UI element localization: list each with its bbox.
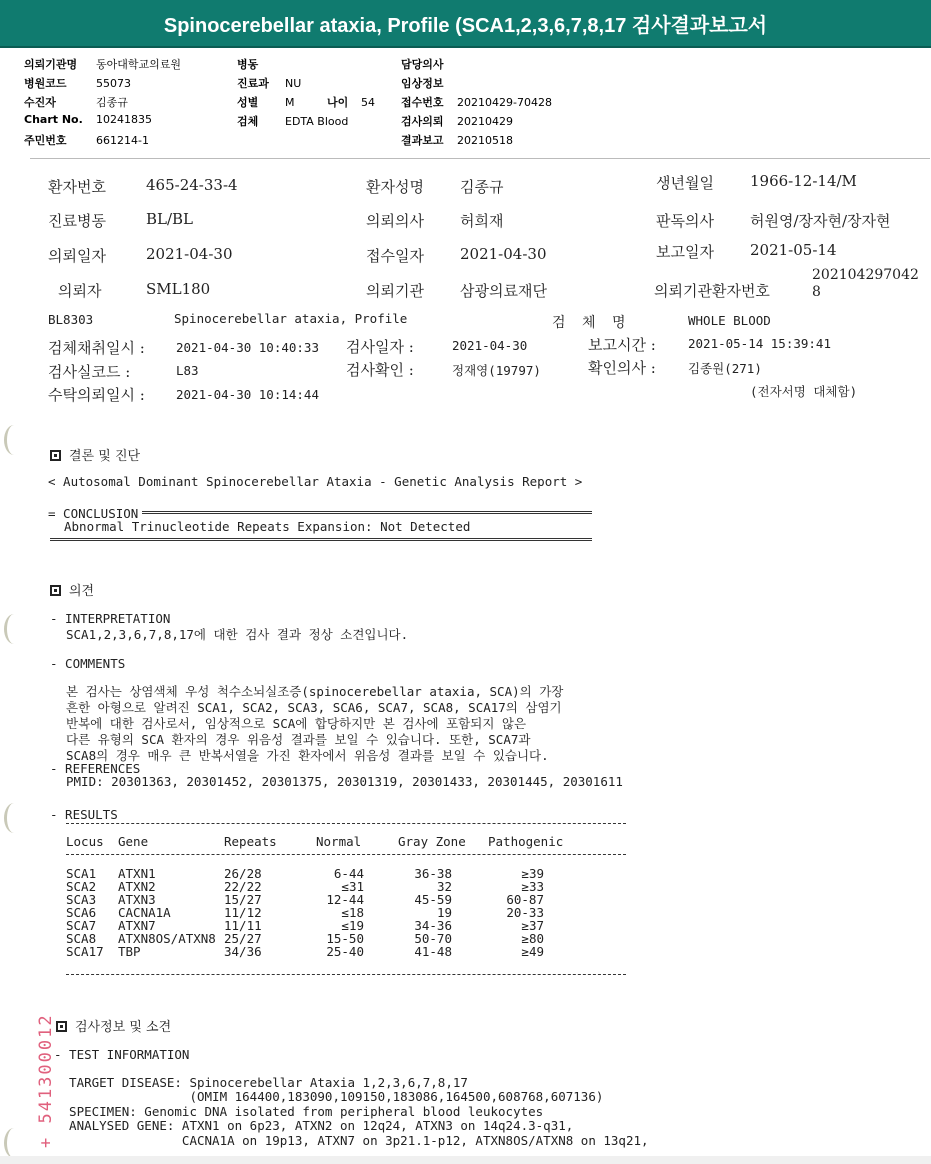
collect-value: 2021-04-30 10:40:33: [176, 340, 319, 355]
test-info-body: [54, 1061, 649, 1148]
cell-pathogenic: ≥33: [521, 879, 544, 894]
results-label: - RESULTS: [50, 807, 118, 822]
electronic-signature: (전자서명 대체함): [750, 384, 858, 399]
cell-gene: TBP: [118, 944, 141, 959]
cell-gray-zone: 50-70: [414, 931, 452, 946]
lab-code-value: L83: [176, 363, 199, 378]
value-reading-doctor: 허원영/장자현/장자현: [750, 212, 891, 230]
cell-repeats: 15/27: [224, 892, 262, 907]
cell-gene: ATXN8OS/ATXN8: [118, 931, 216, 946]
col-pathogenic: Pathogenic: [488, 834, 564, 849]
testdate-value: 2021-04-30: [452, 338, 528, 353]
col-locus: Locus: [66, 834, 104, 849]
cell-gray-zone: 41-48: [414, 944, 452, 959]
label-requesting-institution: 의뢰기관: [366, 282, 424, 300]
punch-hole-mark: [4, 1128, 24, 1158]
label-receipt-date: 접수일자: [366, 247, 424, 265]
results-rule-bottom: [66, 974, 626, 975]
interpretation-text: SCA1,2,3,6,7,8,17에 대한 검사 결과 정상 소견입니다.: [66, 627, 409, 642]
table-row: [66, 918, 626, 931]
value-institution-patient-no-cont: 8: [812, 284, 821, 300]
references-label: - REFERENCES: [50, 761, 141, 776]
value-institution: 동아대학교의료원: [96, 58, 182, 71]
results-table: [66, 834, 626, 852]
cell-pathogenic: ≥37: [521, 918, 544, 933]
cell-normal: 15-50: [326, 931, 364, 946]
barcode-stamp: [36, 1008, 58, 1148]
value-accession-no: 20210429-70428: [457, 96, 552, 109]
cell-pathogenic: ≥80: [521, 931, 544, 946]
test-info-line: CACNA1A on 19p13, ATXN7 on 3p21.1-p12, ATXN8OS/ATXN8 on 13q21,: [54, 1132, 649, 1148]
comments-label: - COMMENTS: [50, 656, 126, 671]
section-opinion-title: 의견: [69, 584, 95, 599]
section-test-info: [56, 1016, 171, 1035]
conclusion-rule-bottom: [50, 538, 592, 541]
cell-locus: SCA1: [66, 866, 97, 881]
section-box-icon: [50, 585, 61, 596]
report-subtitle: < Autosomal Dominant Spinocerebellar Ataxia - Genetic Analysis Report >: [48, 474, 583, 489]
value-patient-name: 김종규: [460, 178, 504, 196]
value-request-date: 2021-04-30: [146, 245, 233, 263]
conclusion-rule-top: [142, 511, 592, 514]
value-birthdate: 1966-12-14/M: [750, 172, 857, 190]
test-info-line: SPECIMEN: Genomic DNA isolated from peripheral blood leukocytes: [54, 1103, 544, 1119]
specimen-value: WHOLE BLOOD: [688, 313, 771, 328]
report-title: Spinocerebellar ataxia, Profile (SCA1,2,3,6,7,8,17 검사결과보고서: [0, 0, 931, 48]
cell-repeats: 11/11: [224, 918, 262, 933]
confirm-doctor-label: 확인의사 :: [588, 359, 656, 377]
cell-repeats: 26/28: [224, 866, 262, 881]
col-repeats: Repeats: [224, 834, 277, 849]
cell-locus: SCA6: [66, 905, 97, 920]
label-birthdate: 생년월일: [656, 174, 714, 192]
value-receipt-date: 2021-04-30: [460, 245, 547, 263]
cell-locus: SCA3: [66, 892, 97, 907]
label-hospital-code: 병원코드: [24, 77, 67, 90]
value-result-report: 20210518: [457, 134, 513, 147]
label-ward-bl: 진료병동: [48, 212, 106, 230]
label-attending: 담당의사: [401, 58, 444, 71]
cell-locus: SCA8: [66, 931, 97, 946]
section-diagnosis: [50, 445, 140, 464]
label-institution-patient-no: 의뢰기관환자번호: [654, 282, 770, 300]
conclusion-text: Abnormal Trinucleotide Repeats Expansion: Not Detected: [64, 519, 471, 534]
punch-hole-mark: [4, 803, 24, 833]
comment-line: 본 검사는 상염색체 우성 척수소뇌실조증(spinocerebellar ataxia, SCA)의 가장: [66, 684, 564, 699]
confirm-value: 정재영(19797): [452, 363, 541, 378]
col-gene: Gene: [118, 834, 149, 849]
col-gray-zone: Gray Zone: [398, 834, 466, 849]
cell-pathogenic: 60-87: [506, 892, 544, 907]
testdate-label: 검사일자 :: [346, 338, 414, 356]
cell-normal: ≤19: [341, 918, 364, 933]
label-result-report: 결과보고: [401, 134, 444, 147]
value-hospital-code: 55073: [96, 77, 131, 90]
cell-normal: 25-40: [326, 944, 364, 959]
cell-locus: SCA2: [66, 879, 97, 894]
label-clinical-info: 임상정보: [401, 77, 444, 90]
cell-pathogenic: ≥49: [521, 944, 544, 959]
value-chart-no: 10241835: [96, 113, 152, 126]
collect-label: 검체채취일시 :: [48, 339, 145, 357]
label-report-date: 보고일자: [656, 243, 714, 261]
value-institution-patient-no: 202104297042: [812, 267, 919, 283]
value-patient: 김종규: [96, 96, 128, 109]
cell-gray-zone: 36-38: [414, 866, 452, 881]
specimen-label: 검 체 명: [552, 315, 632, 331]
cell-gray-zone: 19: [436, 905, 452, 920]
received-label: 수탁의뢰일시 :: [48, 386, 145, 404]
cell-locus: SCA17: [66, 944, 104, 959]
value-requesting-doctor: 허희재: [460, 212, 504, 230]
value-report-date: 2021-05-14: [750, 241, 837, 259]
value-requesting-institution: 삼광의료재단: [460, 282, 547, 300]
results-rule-top: [66, 823, 626, 824]
cell-pathogenic: ≥39: [521, 866, 544, 881]
cell-normal: ≤31: [341, 879, 364, 894]
table-row: [66, 866, 626, 879]
value-test-request: 20210429: [457, 115, 513, 128]
comment-line: 반복에 대한 검사로서, 임상적으로 SCA에 합당하지만 본 검사에 포함되지 않은: [66, 716, 527, 731]
cell-locus: SCA7: [66, 918, 97, 933]
col-normal: Normal: [316, 834, 362, 849]
label-department: 진료과: [237, 77, 269, 90]
references-text: PMID: 20301363, 20301452, 20301375, 20301319, 20301433, 20301445, 20301611: [66, 774, 623, 789]
interpretation-label: - INTERPRETATION: [50, 611, 171, 626]
comment-line: 흔한 아형으로 알려진 SCA1, SCA2, SCA3, SCA6, SCA7, SCA8, SCA17의 삼염기: [66, 700, 562, 715]
label-patient-id: 환자번호: [48, 178, 106, 196]
value-patient-id: 465-24-33-4: [146, 176, 238, 194]
comment-line: 다른 유형의 SCA 환자의 경우 위음성 결과를 보일 수 있습니다. 또한, SCA7과: [66, 732, 531, 747]
header-col3: [401, 56, 601, 151]
reporttime-label: 보고시간 :: [588, 336, 656, 354]
test-code: BL8303: [48, 312, 94, 327]
table-row: [66, 905, 626, 918]
label-patient: 수진자: [24, 96, 56, 109]
cell-gray-zone: 34-36: [414, 918, 452, 933]
value-age: 54: [361, 96, 375, 109]
page-bottom-edge: [0, 1156, 931, 1164]
cell-pathogenic: 20-33: [506, 905, 544, 920]
table-header: [66, 834, 626, 852]
label-chart-no: Chart No.: [24, 113, 83, 126]
header-col2: [237, 56, 397, 132]
label-resident-no: 주민번호: [24, 134, 67, 147]
cell-repeats: 34/36: [224, 944, 262, 959]
barcode-number: + 541300012: [36, 1013, 56, 1148]
test-info-line: TARGET DISEASE: Spinocerebellar Ataxia 1,2,3,6,7,8,17: [54, 1074, 468, 1090]
label-test-request: 검사의뢰: [401, 115, 444, 128]
table-row: [66, 931, 626, 944]
lab-code-label: 검사실코드 :: [48, 363, 131, 381]
test-name: Spinocerebellar ataxia, Profile: [174, 311, 408, 326]
value-ward-bl: BL/BL: [146, 210, 194, 228]
value-specimen-type: EDTA Blood: [285, 115, 349, 128]
label-reading-doctor: 판독의사: [656, 212, 714, 230]
confirm-label: 검사확인 :: [346, 361, 414, 379]
comment-line: SCA8의 경우 매우 큰 반복서열을 가진 환자에서 위음성 결과를 보일 수 있습니다.: [66, 748, 549, 763]
table-row: [66, 892, 626, 905]
table-row: [66, 879, 626, 892]
section-diagnosis-title: 결론 및 진단: [69, 449, 141, 464]
results-rows: [66, 866, 626, 957]
cell-gray-zone: 32: [436, 879, 452, 894]
label-age: 나이: [327, 96, 349, 109]
cell-normal: ≤18: [341, 905, 364, 920]
label-institution: 의뢰기관명: [24, 58, 78, 71]
label-patient-name: 환자성명: [366, 178, 424, 196]
cell-normal: 12-44: [326, 892, 364, 907]
header-divider: [30, 158, 930, 159]
label-requester: 의뢰자: [58, 282, 102, 300]
header-col1: [24, 56, 224, 151]
cell-repeats: 11/12: [224, 905, 262, 920]
punch-hole-mark: [4, 614, 24, 644]
test-info-line: ANALYSED GENE: ATXN1 on 6p23, ATXN2 on 12q24, ATXN3 on 14q24.3-q31,: [54, 1118, 574, 1133]
value-resident-no: 661214-1: [96, 134, 149, 147]
section-opinion: [50, 580, 94, 599]
cell-gene: ATXN2: [118, 879, 156, 894]
value-sex: M: [285, 96, 295, 109]
cell-repeats: 22/22: [224, 879, 262, 894]
label-request-date: 의뢰일자: [48, 247, 106, 265]
cell-normal: 6-44: [333, 866, 364, 881]
cell-gene: ATXN1: [118, 866, 156, 881]
section-box-icon: [50, 450, 61, 461]
test-info-label: - TEST INFORMATION: [54, 1047, 190, 1062]
value-requester: SML180: [146, 280, 211, 298]
cell-gene: ATXN7: [118, 918, 156, 933]
test-info-line: (OMIM 164400,183090,109150,183086,164500,608768,607136): [54, 1089, 604, 1104]
confirm-doctor-value: 김종원(271): [688, 361, 762, 376]
received-value: 2021-04-30 10:14:44: [176, 387, 319, 402]
cell-gene: CACNA1A: [118, 905, 171, 920]
reporttime-value: 2021-05-14 15:39:41: [688, 336, 831, 351]
value-department: NU: [285, 77, 302, 90]
conclusion-label: = CONCLUSION: [48, 506, 139, 521]
cell-gray-zone: 45-59: [414, 892, 452, 907]
section-test-info-title: 검사정보 및 소견: [75, 1020, 172, 1035]
results-rule-header: [66, 854, 626, 855]
label-ward: 병동: [237, 58, 259, 71]
cell-repeats: 25/27: [224, 931, 262, 946]
cell-gene: ATXN3: [118, 892, 156, 907]
label-requesting-doctor: 의뢰의사: [366, 212, 424, 230]
comments-text: [66, 668, 563, 764]
label-accession-no: 접수번호: [401, 96, 444, 109]
label-sex: 성별: [237, 96, 259, 109]
table-row: [66, 944, 626, 957]
punch-hole-mark: [4, 425, 24, 455]
label-specimen-type: 검체: [237, 115, 259, 128]
